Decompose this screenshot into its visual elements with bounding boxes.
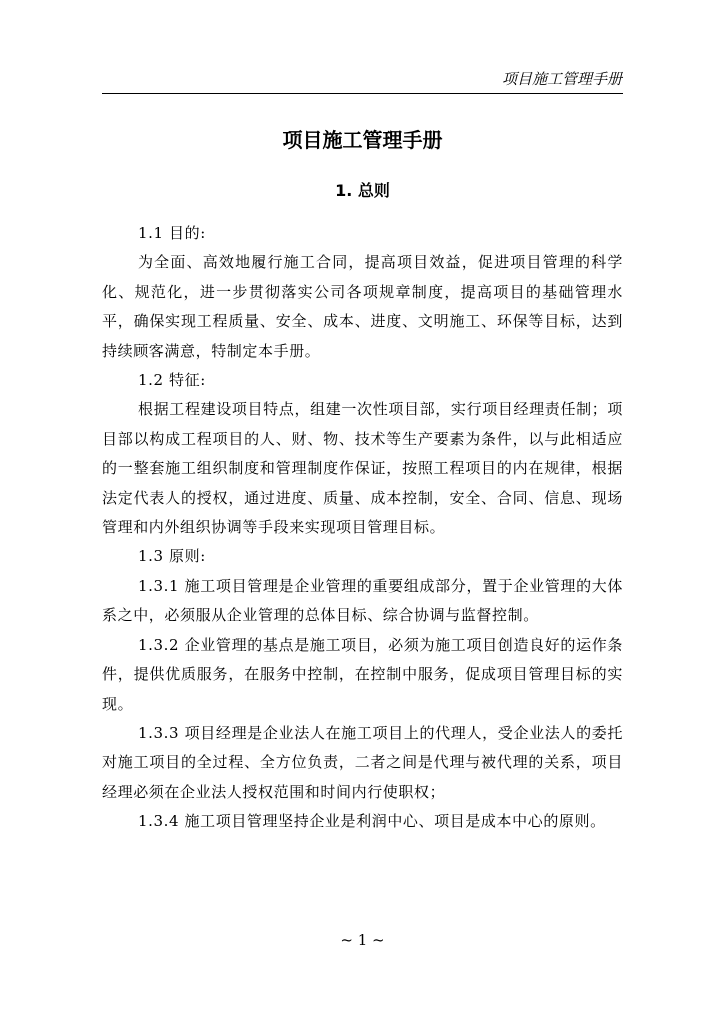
subheading-purpose: 1.1 目的: bbox=[138, 224, 206, 242]
subheading-principles: 1.3 原则: bbox=[138, 547, 206, 566]
section-heading: 1. 总则 bbox=[335, 181, 390, 200]
subheading-features: 1.2 特征: bbox=[138, 371, 206, 390]
paragraph-principle-4: 1.3.4 施工项目管理坚持企业是利润中心、项目是成本中心的原则。 bbox=[138, 812, 606, 831]
page-number: ~ 1 ~ bbox=[340, 931, 385, 949]
paragraph-purpose: 为全面、高效地履行施工合同，提高项目效益，促进项目管理的科学化、规范化，进一步贯彻落实公司各项规章制度，提高项目的基础管理水平，确保实现工程质量、安全、成本、进度、文明施工、环保等目标，达到持续顾客满意，特制定本手册。 bbox=[102, 253, 623, 360]
document-body bbox=[102, 219, 623, 837]
paragraph-principle-2: 1.3.2 企业管理的基点是施工项目，必须为施工项目创造良好的运作条件，提供优质服务，在服务中控制，在控制中服务，促成项目管理目标的实现。 bbox=[102, 635, 623, 713]
running-header: 项目施工管理手册 bbox=[501, 70, 622, 88]
header-divider bbox=[102, 93, 623, 94]
paragraph-principle-1: 1.3.1 施工项目管理是企业管理的重要组成部分，置于企业管理的大体系之中，必须服从企业管理的总体目标、综合协调与监督控制。 bbox=[102, 576, 623, 625]
paragraph-principle-3: 1.3.3 项目经理是企业法人在施工项目上的代理人，受企业法人的委托对施工项目的全过程、全方位负责，二者之间是代理与被代理的关系，项目经理必须在企业法人授权范围和时间内行使职权； bbox=[102, 723, 623, 801]
document-title: 项目施工管理手册 bbox=[282, 128, 443, 152]
paragraph-features: 根据工程建设项目特点，组建一次性项目部，实行项目经理责任制；项目部以构成工程项目的人、财、物、技术等生产要素为条件，以与此相适应的一整套施工组织制度和管理制度作保证，按照工程项目的内在规律，根据法定代表人的授权，通过进度、质量、成本控制，安全、合同、信息、现场管理和内外组织协调等手段来实现项目管理目标。 bbox=[102, 400, 623, 537]
